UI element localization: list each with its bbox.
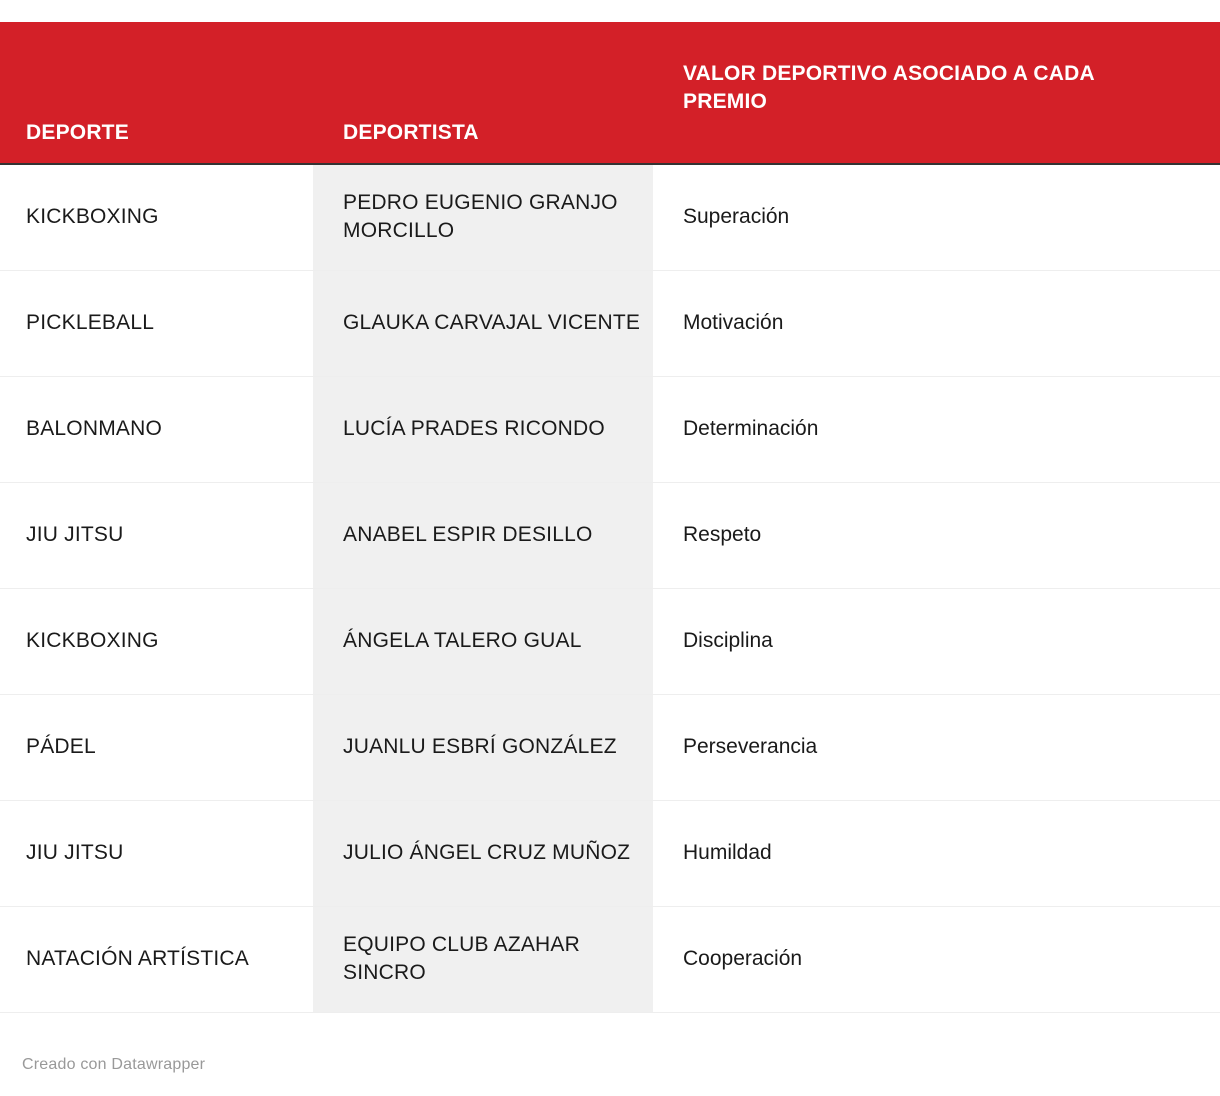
- cell-athlete: ANABEL ESPIR DESILLO: [313, 482, 653, 588]
- cell-athlete: GLAUKA CARVAJAL VICENTE: [313, 270, 653, 376]
- table-row: [0, 376, 1220, 482]
- cell-athlete: JULIO ÁNGEL CRUZ MUÑOZ: [313, 800, 653, 906]
- table-header: [0, 22, 1220, 164]
- column-header-value: VALOR DEPORTIVO ASOCIADO A CADA PREMIO: [683, 62, 1095, 113]
- cell-sport: JIU JITSU: [26, 523, 124, 547]
- cell-sport: KICKBOXING: [26, 629, 159, 653]
- cell-sport: NATACIÓN ARTÍSTICA: [26, 947, 249, 971]
- column-header-sport: DEPORTE: [26, 121, 129, 145]
- cell-sport: BALONMANO: [26, 417, 162, 441]
- cell-value: Cooperación: [683, 947, 803, 971]
- cell-sport: PICKLEBALL: [26, 311, 155, 335]
- cell-value: Respeto: [683, 523, 762, 547]
- cell-sport: PÁDEL: [26, 735, 96, 759]
- cell-athlete: PEDRO EUGENIO GRANJO MORCILLO: [313, 164, 653, 270]
- column-header-athlete: DEPORTISTA: [343, 121, 479, 145]
- cell-athlete: LUCÍA PRADES RICONDO: [313, 376, 653, 482]
- cell-sport: KICKBOXING: [0, 164, 313, 270]
- table-row: [0, 588, 1220, 694]
- cell-value: Determinación: [683, 417, 819, 441]
- cell-value: Motivación: [683, 311, 784, 335]
- cell-value: Perseverancia: [683, 735, 818, 759]
- table-container: [0, 22, 1220, 1013]
- awards-table: [0, 22, 1220, 1013]
- cell-sport: JIU JITSU: [26, 841, 124, 865]
- cell-value: Disciplina: [683, 629, 773, 653]
- cell-value: Humildad: [683, 841, 772, 865]
- table-row: [0, 482, 1220, 588]
- cell-value: Superación: [653, 164, 1220, 270]
- table-row: [0, 800, 1220, 906]
- cell-athlete: EQUIPO CLUB AZAHAR SINCRO: [313, 906, 653, 1012]
- table-row: [0, 270, 1220, 376]
- table-body: [0, 164, 1220, 1012]
- table-row: [0, 694, 1220, 800]
- cell-athlete: JUANLU ESBRÍ GONZÁLEZ: [313, 694, 653, 800]
- chart-credit: Creado con Datawrapper: [22, 1056, 206, 1073]
- table-header-row: [0, 22, 1220, 164]
- cell-athlete: ÁNGELA TALERO GUAL: [313, 588, 653, 694]
- table-row: [0, 906, 1220, 1012]
- table-row: [0, 164, 1220, 270]
